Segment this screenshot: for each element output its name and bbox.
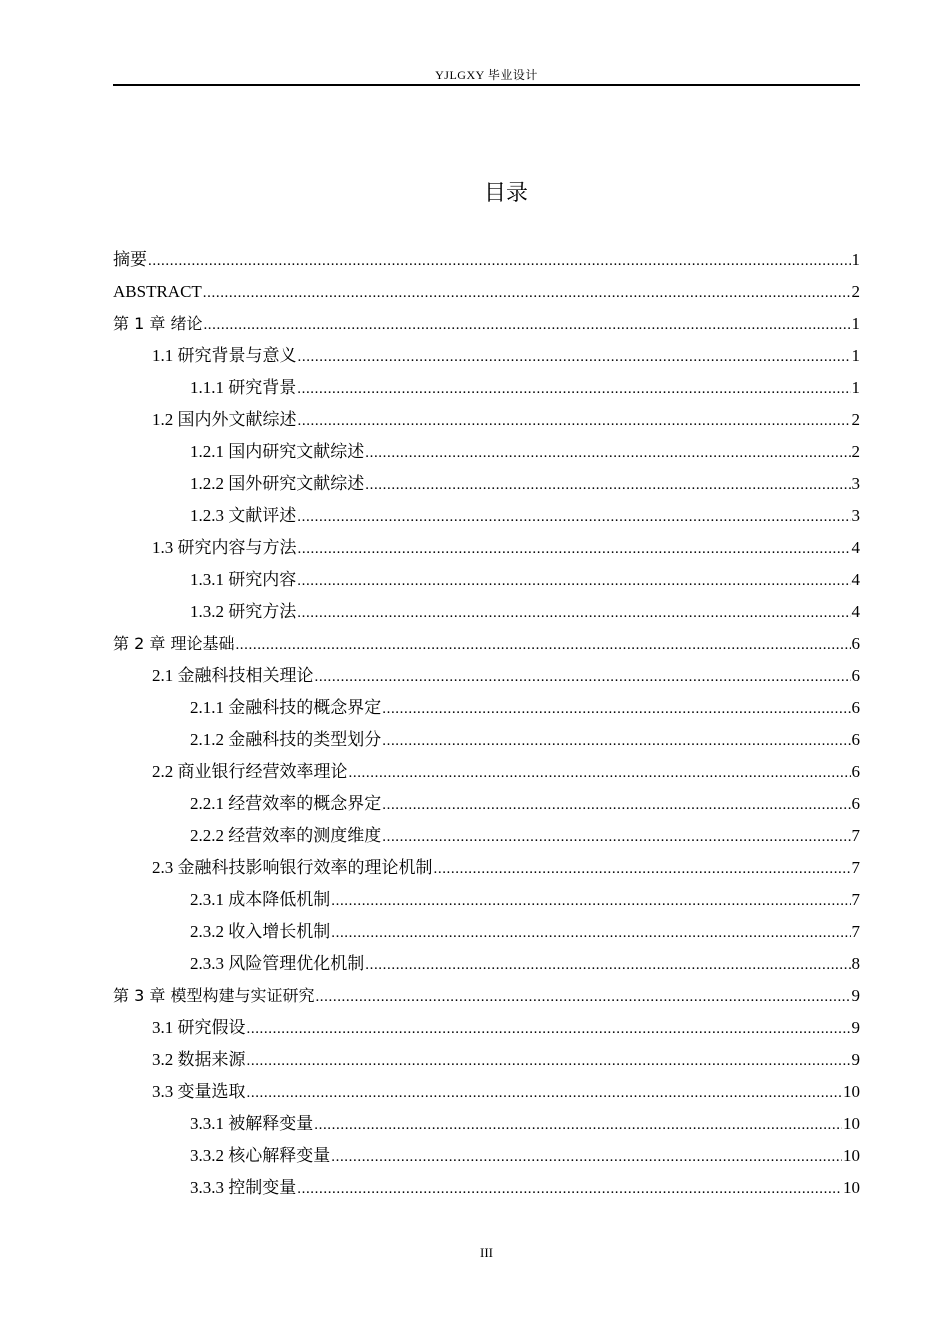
toc-dot-leader xyxy=(382,724,850,757)
toc-entry-label: 2.1 金融科技相关理论 xyxy=(152,666,314,685)
toc-dot-leader xyxy=(297,372,850,405)
toc-entry-page: 1 xyxy=(851,378,860,397)
toc-entry-page: 10 xyxy=(843,1082,860,1101)
toc-title: 目录 xyxy=(483,181,528,206)
toc-entry-label: 2.2.1 经营效率的概念界定 xyxy=(190,794,382,813)
toc-entry-page: 1 xyxy=(851,250,860,269)
toc-entry[interactable] xyxy=(113,1012,860,1044)
toc-entry-label: 2.1.2 金融科技的类型划分 xyxy=(190,730,382,749)
toc-entry-label: 1.2 国内外文献综述 xyxy=(152,410,297,429)
toc-entry-page: 6 xyxy=(851,698,860,717)
toc-entry-label: 第 2 章 理论基础 xyxy=(113,634,235,653)
toc-entry-label: 摘要 xyxy=(113,250,147,269)
toc-entry-label: 2.2.2 经营效率的测度维度 xyxy=(190,826,382,845)
toc-dot-leader xyxy=(298,532,851,565)
toc-entry-page: 9 xyxy=(851,1050,860,1069)
toc-entry-label: 3.2 数据来源 xyxy=(152,1050,246,1069)
toc-dot-leader xyxy=(297,596,850,629)
toc-entry-page: 7 xyxy=(851,922,860,941)
toc-entry-page: 4 xyxy=(851,570,860,589)
toc-entry-page: 2 xyxy=(851,282,860,301)
toc-entry[interactable] xyxy=(113,564,860,596)
toc-dot-leader xyxy=(382,820,850,853)
toc-entry-label: 1.2.1 国内研究文献综述 xyxy=(190,442,365,461)
toc-dot-leader xyxy=(331,884,850,917)
toc-entry[interactable] xyxy=(113,980,860,1012)
toc-dot-leader xyxy=(382,692,850,725)
toc-entry[interactable] xyxy=(113,276,860,308)
toc-entry-page: 6 xyxy=(851,794,860,813)
toc-entry-label: ABSTRACT xyxy=(113,282,202,301)
toc-entry-page: 3 xyxy=(851,474,860,493)
toc-entry-page: 9 xyxy=(851,986,860,1005)
toc-entry[interactable] xyxy=(113,468,860,500)
toc-entry[interactable] xyxy=(113,532,860,564)
toc-entry[interactable] xyxy=(113,628,860,660)
toc-entry-label: 2.2 商业银行经营效率理论 xyxy=(152,762,348,781)
toc-entry-label: 1.2.2 国外研究文献综述 xyxy=(190,474,365,493)
toc-entry[interactable] xyxy=(113,788,860,820)
toc-entry-page: 10 xyxy=(843,1146,860,1165)
toc-dot-leader xyxy=(315,660,851,693)
toc-dot-leader xyxy=(331,916,850,949)
toc-entry[interactable] xyxy=(113,756,860,788)
toc-dot-leader xyxy=(331,1140,842,1173)
toc-entry[interactable] xyxy=(113,500,860,532)
toc-entry[interactable] xyxy=(113,884,860,916)
toc-dot-leader xyxy=(434,852,851,885)
toc-dot-leader xyxy=(349,756,851,789)
toc-dot-leader xyxy=(297,500,850,533)
toc-entry[interactable] xyxy=(113,724,860,756)
toc-dot-leader xyxy=(365,468,850,501)
toc-entry-page: 4 xyxy=(851,602,860,621)
toc-entry-page: 6 xyxy=(851,666,860,685)
toc-entry[interactable] xyxy=(113,852,860,884)
toc-entry-page: 7 xyxy=(851,890,860,909)
header-rule xyxy=(113,84,860,86)
page-number: III xyxy=(480,1245,493,1260)
toc-dot-leader xyxy=(247,1012,851,1045)
toc-dot-leader xyxy=(297,564,850,597)
toc-entry-label: 3.3.2 核心解释变量 xyxy=(190,1146,331,1165)
toc-entry-label: 1.1 研究背景与意义 xyxy=(152,346,297,365)
toc-dot-leader xyxy=(297,1172,842,1205)
toc-entry[interactable] xyxy=(113,916,860,948)
toc-entry-label: 3.3.1 被解释变量 xyxy=(190,1114,314,1133)
toc-entry-page: 1 xyxy=(851,346,860,365)
toc-dot-leader xyxy=(365,948,850,981)
toc-entry[interactable] xyxy=(113,340,860,372)
toc-entry-label: 1.3.2 研究方法 xyxy=(190,602,297,621)
toc-entry-label: 2.3 金融科技影响银行效率的理论机制 xyxy=(152,858,433,877)
toc-entry[interactable] xyxy=(113,1140,860,1172)
toc-dot-leader xyxy=(382,788,850,821)
toc-entry[interactable] xyxy=(113,596,860,628)
toc-dot-leader xyxy=(365,436,850,469)
toc-entry[interactable] xyxy=(113,1172,860,1204)
toc-entry-label: 1.2.3 文献评述 xyxy=(190,506,297,525)
toc-entry-page: 10 xyxy=(843,1178,860,1197)
toc-entry[interactable] xyxy=(113,372,860,404)
toc-dot-leader xyxy=(314,1108,842,1141)
toc-entry[interactable] xyxy=(113,692,860,724)
toc-entry-label: 1.3 研究内容与方法 xyxy=(152,538,297,557)
toc-entry-label: 3.1 研究假设 xyxy=(152,1018,246,1037)
toc-entry-page: 10 xyxy=(843,1114,860,1133)
toc-entry-page: 7 xyxy=(851,826,860,845)
toc-entry-page: 7 xyxy=(851,858,860,877)
toc-entry-page: 6 xyxy=(851,634,860,653)
toc-dot-leader xyxy=(315,980,850,1013)
toc-entry-page: 1 xyxy=(851,314,860,333)
toc-entry-page: 9 xyxy=(851,1018,860,1037)
toc-entry[interactable] xyxy=(113,308,860,340)
toc-entry[interactable] xyxy=(113,1108,860,1140)
toc-entry-label: 2.1.1 金融科技的概念界定 xyxy=(190,698,382,717)
toc-entry-page: 3 xyxy=(851,506,860,525)
toc-entry-label: 3.3 变量选取 xyxy=(152,1082,246,1101)
toc-entry[interactable] xyxy=(113,404,860,436)
toc-entry-label: 1.1.1 研究背景 xyxy=(190,378,297,397)
toc-dot-leader xyxy=(203,276,851,309)
toc-entry-label: 第 3 章 模型构建与实证研究 xyxy=(113,986,315,1005)
page-header: YJLGXY 毕业设计 xyxy=(435,68,538,82)
toc-dot-leader xyxy=(298,404,851,437)
toc-entry-label: 2.3.1 成本降低机制 xyxy=(190,890,331,909)
toc-entry-label: 2.3.3 风险管理优化机制 xyxy=(190,954,365,973)
toc-entry-label: 1.3.1 研究内容 xyxy=(190,570,297,589)
toc-entry-page: 2 xyxy=(851,410,860,429)
toc-entry-page: 4 xyxy=(851,538,860,557)
toc-dot-leader xyxy=(203,308,850,341)
toc-dot-leader xyxy=(235,628,850,661)
toc-entry-label: 第 1 章 绪论 xyxy=(113,314,203,333)
toc-entry[interactable] xyxy=(113,948,860,980)
toc-entry-page: 6 xyxy=(851,730,860,749)
toc-entry[interactable] xyxy=(113,660,860,692)
toc-dot-leader xyxy=(298,340,851,373)
toc-dot-leader xyxy=(148,244,851,277)
toc-entry[interactable] xyxy=(113,1076,860,1108)
toc-dot-leader xyxy=(247,1076,843,1109)
toc-entry[interactable] xyxy=(113,1044,860,1076)
toc-entry-label: 3.3.3 控制变量 xyxy=(190,1178,297,1197)
toc-entry-label: 2.3.2 收入增长机制 xyxy=(190,922,331,941)
toc-entry[interactable] xyxy=(113,820,860,852)
toc-entry[interactable] xyxy=(113,244,860,276)
toc-entry-page: 8 xyxy=(851,954,860,973)
toc-dot-leader xyxy=(247,1044,851,1077)
toc-entry[interactable] xyxy=(113,436,860,468)
table-of-contents xyxy=(113,244,860,1204)
toc-entry-page: 6 xyxy=(851,762,860,781)
toc-entry-page: 2 xyxy=(851,442,860,461)
